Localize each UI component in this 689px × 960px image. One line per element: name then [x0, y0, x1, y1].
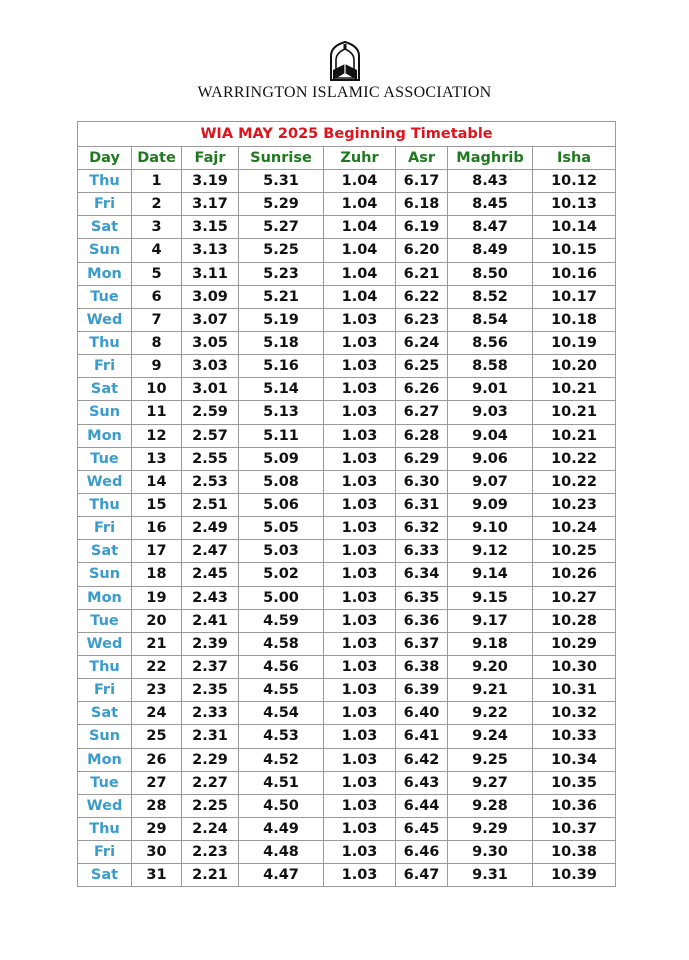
fajr-cell: 3.19: [182, 170, 239, 193]
fajr-cell: 2.27: [182, 771, 239, 794]
fajr-cell: 2.47: [182, 540, 239, 563]
date-cell: 3: [132, 216, 182, 239]
sunrise-cell: 5.09: [239, 447, 324, 470]
sunrise-cell: 5.05: [239, 517, 324, 540]
fajr-cell: 2.24: [182, 817, 239, 840]
asr-cell: 6.46: [396, 841, 448, 864]
day-cell: Wed: [78, 470, 132, 493]
date-cell: 31: [132, 864, 182, 887]
day-cell: Mon: [78, 262, 132, 285]
zuhr-cell: 1.03: [324, 401, 396, 424]
maghrib-cell: 8.56: [448, 331, 533, 354]
sunrise-cell: 5.21: [239, 285, 324, 308]
sunrise-cell: 5.00: [239, 586, 324, 609]
zuhr-cell: 1.03: [324, 794, 396, 817]
isha-cell: 10.24: [533, 517, 616, 540]
date-cell: 15: [132, 493, 182, 516]
asr-cell: 6.47: [396, 864, 448, 887]
sunrise-cell: 4.56: [239, 655, 324, 678]
table-row: [78, 563, 616, 586]
fajr-cell: 2.33: [182, 702, 239, 725]
sunrise-cell: 4.48: [239, 841, 324, 864]
day-cell: Tue: [78, 447, 132, 470]
isha-cell: 10.26: [533, 563, 616, 586]
sunrise-cell: 5.02: [239, 563, 324, 586]
zuhr-cell: 1.03: [324, 447, 396, 470]
zuhr-cell: 1.03: [324, 679, 396, 702]
sunrise-cell: 5.16: [239, 355, 324, 378]
asr-cell: 6.30: [396, 470, 448, 493]
table-row: [78, 748, 616, 771]
table-row: [78, 401, 616, 424]
maghrib-cell: 9.30: [448, 841, 533, 864]
maghrib-cell: 9.29: [448, 817, 533, 840]
timetable-title-row: [78, 122, 616, 147]
isha-cell: 10.35: [533, 771, 616, 794]
fajr-cell: 2.51: [182, 493, 239, 516]
zuhr-cell: 1.03: [324, 817, 396, 840]
date-cell: 8: [132, 331, 182, 354]
zuhr-cell: 1.03: [324, 841, 396, 864]
isha-cell: 10.29: [533, 632, 616, 655]
table-row: [78, 216, 616, 239]
fajr-cell: 3.15: [182, 216, 239, 239]
sunrise-cell: 4.50: [239, 794, 324, 817]
date-cell: 29: [132, 817, 182, 840]
asr-cell: 6.39: [396, 679, 448, 702]
date-cell: 25: [132, 725, 182, 748]
date-cell: 12: [132, 424, 182, 447]
day-cell: Mon: [78, 424, 132, 447]
sunrise-cell: 5.14: [239, 378, 324, 401]
isha-cell: 10.31: [533, 679, 616, 702]
sunrise-cell: 4.55: [239, 679, 324, 702]
asr-cell: 6.40: [396, 702, 448, 725]
asr-cell: 6.32: [396, 517, 448, 540]
date-cell: 19: [132, 586, 182, 609]
sunrise-cell: 5.27: [239, 216, 324, 239]
isha-cell: 10.28: [533, 609, 616, 632]
zuhr-cell: 1.03: [324, 609, 396, 632]
maghrib-cell: 9.14: [448, 563, 533, 586]
maghrib-cell: 9.22: [448, 702, 533, 725]
isha-cell: 10.18: [533, 308, 616, 331]
column-header-fajr: Fajr: [182, 147, 239, 170]
isha-cell: 10.37: [533, 817, 616, 840]
table-row: [78, 239, 616, 262]
fajr-cell: 2.55: [182, 447, 239, 470]
day-cell: Sun: [78, 239, 132, 262]
column-header-maghrib: Maghrib: [448, 147, 533, 170]
day-cell: Mon: [78, 586, 132, 609]
table-row: [78, 655, 616, 678]
asr-cell: 6.42: [396, 748, 448, 771]
asr-cell: 6.18: [396, 193, 448, 216]
date-cell: 17: [132, 540, 182, 563]
maghrib-cell: 9.27: [448, 771, 533, 794]
day-cell: Sat: [78, 216, 132, 239]
fajr-cell: 3.17: [182, 193, 239, 216]
asr-cell: 6.26: [396, 378, 448, 401]
sunrise-cell: 4.53: [239, 725, 324, 748]
isha-cell: 10.12: [533, 170, 616, 193]
date-cell: 2: [132, 193, 182, 216]
isha-cell: 10.22: [533, 447, 616, 470]
table-row: [78, 331, 616, 354]
table-row: [78, 586, 616, 609]
isha-cell: 10.20: [533, 355, 616, 378]
zuhr-cell: 1.03: [324, 355, 396, 378]
sunrise-cell: 5.23: [239, 262, 324, 285]
date-cell: 11: [132, 401, 182, 424]
fajr-cell: 2.25: [182, 794, 239, 817]
zuhr-cell: 1.03: [324, 632, 396, 655]
zuhr-cell: 1.03: [324, 864, 396, 887]
maghrib-cell: 9.06: [448, 447, 533, 470]
table-row: [78, 771, 616, 794]
isha-cell: 10.32: [533, 702, 616, 725]
date-cell: 26: [132, 748, 182, 771]
zuhr-cell: 1.04: [324, 239, 396, 262]
sunrise-cell: 4.58: [239, 632, 324, 655]
maghrib-cell: 9.17: [448, 609, 533, 632]
asr-cell: 6.25: [396, 355, 448, 378]
date-cell: 10: [132, 378, 182, 401]
sunrise-cell: 5.03: [239, 540, 324, 563]
maghrib-cell: 9.21: [448, 679, 533, 702]
asr-cell: 6.35: [396, 586, 448, 609]
day-cell: Mon: [78, 748, 132, 771]
maghrib-cell: 8.49: [448, 239, 533, 262]
table-row: [78, 170, 616, 193]
day-cell: Tue: [78, 771, 132, 794]
isha-cell: 10.21: [533, 378, 616, 401]
column-header-date: Date: [132, 147, 182, 170]
zuhr-cell: 1.03: [324, 540, 396, 563]
day-cell: Wed: [78, 308, 132, 331]
day-cell: Thu: [78, 493, 132, 516]
fajr-cell: 2.53: [182, 470, 239, 493]
sunrise-cell: 4.47: [239, 864, 324, 887]
table-row: [78, 632, 616, 655]
fajr-cell: 2.59: [182, 401, 239, 424]
day-cell: Tue: [78, 285, 132, 308]
table-row: [78, 609, 616, 632]
date-cell: 24: [132, 702, 182, 725]
table-row: [78, 193, 616, 216]
date-cell: 18: [132, 563, 182, 586]
isha-cell: 10.21: [533, 424, 616, 447]
asr-cell: 6.36: [396, 609, 448, 632]
table-row: [78, 378, 616, 401]
fajr-cell: 2.41: [182, 609, 239, 632]
maghrib-cell: 9.15: [448, 586, 533, 609]
fajr-cell: 3.09: [182, 285, 239, 308]
maghrib-cell: 8.45: [448, 193, 533, 216]
date-cell: 21: [132, 632, 182, 655]
sunrise-cell: 4.52: [239, 748, 324, 771]
sunrise-cell: 5.25: [239, 239, 324, 262]
zuhr-cell: 1.04: [324, 216, 396, 239]
asr-cell: 6.44: [396, 794, 448, 817]
maghrib-cell: 9.25: [448, 748, 533, 771]
isha-cell: 10.38: [533, 841, 616, 864]
date-cell: 30: [132, 841, 182, 864]
table-row: [78, 702, 616, 725]
date-cell: 23: [132, 679, 182, 702]
asr-cell: 6.23: [396, 308, 448, 331]
asr-cell: 6.33: [396, 540, 448, 563]
day-cell: Sat: [78, 540, 132, 563]
fajr-cell: 2.57: [182, 424, 239, 447]
isha-cell: 10.36: [533, 794, 616, 817]
day-cell: Sun: [78, 563, 132, 586]
zuhr-cell: 1.04: [324, 262, 396, 285]
zuhr-cell: 1.03: [324, 424, 396, 447]
sunrise-cell: 4.49: [239, 817, 324, 840]
zuhr-cell: 1.03: [324, 702, 396, 725]
day-cell: Sun: [78, 725, 132, 748]
table-row: [78, 794, 616, 817]
zuhr-cell: 1.03: [324, 563, 396, 586]
maghrib-cell: 9.04: [448, 424, 533, 447]
table-row: [78, 517, 616, 540]
date-cell: 14: [132, 470, 182, 493]
isha-cell: 10.15: [533, 239, 616, 262]
table-row: [78, 355, 616, 378]
maghrib-cell: 9.31: [448, 864, 533, 887]
sunrise-cell: 5.31: [239, 170, 324, 193]
maghrib-cell: 9.12: [448, 540, 533, 563]
day-cell: Thu: [78, 170, 132, 193]
isha-cell: 10.23: [533, 493, 616, 516]
fajr-cell: 3.11: [182, 262, 239, 285]
table-row: [78, 262, 616, 285]
fajr-cell: 2.43: [182, 586, 239, 609]
day-cell: Thu: [78, 331, 132, 354]
column-header-zuhr: Zuhr: [324, 147, 396, 170]
isha-cell: 10.13: [533, 193, 616, 216]
date-cell: 27: [132, 771, 182, 794]
date-cell: 6: [132, 285, 182, 308]
table-row: [78, 679, 616, 702]
sunrise-cell: 5.13: [239, 401, 324, 424]
zuhr-cell: 1.03: [324, 331, 396, 354]
asr-cell: 6.20: [396, 239, 448, 262]
table-row: [78, 540, 616, 563]
date-cell: 5: [132, 262, 182, 285]
table-row: [78, 447, 616, 470]
asr-cell: 6.24: [396, 331, 448, 354]
sunrise-cell: 4.51: [239, 771, 324, 794]
fajr-cell: 2.49: [182, 517, 239, 540]
day-cell: Thu: [78, 655, 132, 678]
timetable-title: WIA MAY 2025 Beginning Timetable: [78, 122, 616, 147]
zuhr-cell: 1.03: [324, 771, 396, 794]
isha-cell: 10.25: [533, 540, 616, 563]
fajr-cell: 3.01: [182, 378, 239, 401]
asr-cell: 6.31: [396, 493, 448, 516]
maghrib-cell: 8.47: [448, 216, 533, 239]
fajr-cell: 3.07: [182, 308, 239, 331]
asr-cell: 6.29: [396, 447, 448, 470]
maghrib-cell: 8.52: [448, 285, 533, 308]
asr-cell: 6.21: [396, 262, 448, 285]
table-row: [78, 725, 616, 748]
isha-cell: 10.34: [533, 748, 616, 771]
table-row: [78, 308, 616, 331]
maghrib-cell: 9.24: [448, 725, 533, 748]
date-cell: 1: [132, 170, 182, 193]
column-header-row: [78, 147, 616, 170]
maghrib-cell: 9.18: [448, 632, 533, 655]
sunrise-cell: 5.29: [239, 193, 324, 216]
isha-cell: 10.16: [533, 262, 616, 285]
day-cell: Sun: [78, 401, 132, 424]
zuhr-cell: 1.04: [324, 193, 396, 216]
maghrib-cell: 8.50: [448, 262, 533, 285]
maghrib-cell: 9.10: [448, 517, 533, 540]
asr-cell: 6.41: [396, 725, 448, 748]
asr-cell: 6.27: [396, 401, 448, 424]
zuhr-cell: 1.04: [324, 285, 396, 308]
date-cell: 9: [132, 355, 182, 378]
isha-cell: 10.14: [533, 216, 616, 239]
fajr-cell: 2.29: [182, 748, 239, 771]
day-cell: Sat: [78, 378, 132, 401]
asr-cell: 6.22: [396, 285, 448, 308]
isha-cell: 10.39: [533, 864, 616, 887]
maghrib-cell: 8.43: [448, 170, 533, 193]
zuhr-cell: 1.03: [324, 517, 396, 540]
isha-cell: 10.22: [533, 470, 616, 493]
zuhr-cell: 1.03: [324, 308, 396, 331]
day-cell: Sat: [78, 702, 132, 725]
zuhr-cell: 1.03: [324, 378, 396, 401]
day-cell: Fri: [78, 193, 132, 216]
isha-cell: 10.30: [533, 655, 616, 678]
day-cell: Fri: [78, 841, 132, 864]
maghrib-cell: 9.01: [448, 378, 533, 401]
isha-cell: 10.27: [533, 586, 616, 609]
sunrise-cell: 5.11: [239, 424, 324, 447]
isha-cell: 10.33: [533, 725, 616, 748]
zuhr-cell: 1.03: [324, 748, 396, 771]
column-header-sunrise: Sunrise: [239, 147, 324, 170]
zuhr-cell: 1.03: [324, 725, 396, 748]
table-row: [78, 493, 616, 516]
zuhr-cell: 1.03: [324, 493, 396, 516]
fajr-cell: 3.13: [182, 239, 239, 262]
day-cell: Wed: [78, 794, 132, 817]
date-cell: 16: [132, 517, 182, 540]
table-row: [78, 864, 616, 887]
isha-cell: 10.19: [533, 331, 616, 354]
date-cell: 13: [132, 447, 182, 470]
fajr-cell: 2.31: [182, 725, 239, 748]
day-cell: Sat: [78, 864, 132, 887]
sunrise-cell: 5.19: [239, 308, 324, 331]
day-cell: Fri: [78, 679, 132, 702]
asr-cell: 6.37: [396, 632, 448, 655]
sunrise-cell: 5.06: [239, 493, 324, 516]
fajr-cell: 2.45: [182, 563, 239, 586]
sunrise-cell: 5.08: [239, 470, 324, 493]
zuhr-cell: 1.03: [324, 586, 396, 609]
table-row: [78, 285, 616, 308]
zuhr-cell: 1.03: [324, 655, 396, 678]
fajr-cell: 3.03: [182, 355, 239, 378]
column-header-day: Day: [78, 147, 132, 170]
maghrib-cell: 8.54: [448, 308, 533, 331]
date-cell: 28: [132, 794, 182, 817]
asr-cell: 6.45: [396, 817, 448, 840]
sunrise-cell: 5.18: [239, 331, 324, 354]
asr-cell: 6.43: [396, 771, 448, 794]
asr-cell: 6.34: [396, 563, 448, 586]
fajr-cell: 2.21: [182, 864, 239, 887]
fajr-cell: 3.05: [182, 331, 239, 354]
mosque-book-logo-icon: [327, 40, 363, 82]
maghrib-cell: 9.07: [448, 470, 533, 493]
date-cell: 7: [132, 308, 182, 331]
table-row: [78, 841, 616, 864]
asr-cell: 6.28: [396, 424, 448, 447]
sunrise-cell: 4.54: [239, 702, 324, 725]
maghrib-cell: 9.28: [448, 794, 533, 817]
organization-name: WARRINGTON ISLAMIC ASSOCIATION: [197, 84, 492, 101]
table-row: [78, 817, 616, 840]
maghrib-cell: 9.20: [448, 655, 533, 678]
day-cell: Thu: [78, 817, 132, 840]
day-cell: Wed: [78, 632, 132, 655]
maghrib-cell: 9.09: [448, 493, 533, 516]
zuhr-cell: 1.04: [324, 170, 396, 193]
fajr-cell: 2.39: [182, 632, 239, 655]
asr-cell: 6.17: [396, 170, 448, 193]
date-cell: 20: [132, 609, 182, 632]
day-cell: Fri: [78, 355, 132, 378]
fajr-cell: 2.23: [182, 841, 239, 864]
fajr-cell: 2.37: [182, 655, 239, 678]
timetable: [77, 121, 616, 887]
isha-cell: 10.17: [533, 285, 616, 308]
table-row: [78, 470, 616, 493]
fajr-cell: 2.35: [182, 679, 239, 702]
zuhr-cell: 1.03: [324, 470, 396, 493]
day-cell: Fri: [78, 517, 132, 540]
asr-cell: 6.38: [396, 655, 448, 678]
column-header-isha: Isha: [533, 147, 616, 170]
asr-cell: 6.19: [396, 216, 448, 239]
column-header-asr: Asr: [396, 147, 448, 170]
isha-cell: 10.21: [533, 401, 616, 424]
date-cell: 22: [132, 655, 182, 678]
day-cell: Tue: [78, 609, 132, 632]
sunrise-cell: 4.59: [239, 609, 324, 632]
maghrib-cell: 8.58: [448, 355, 533, 378]
date-cell: 4: [132, 239, 182, 262]
table-row: [78, 424, 616, 447]
maghrib-cell: 9.03: [448, 401, 533, 424]
